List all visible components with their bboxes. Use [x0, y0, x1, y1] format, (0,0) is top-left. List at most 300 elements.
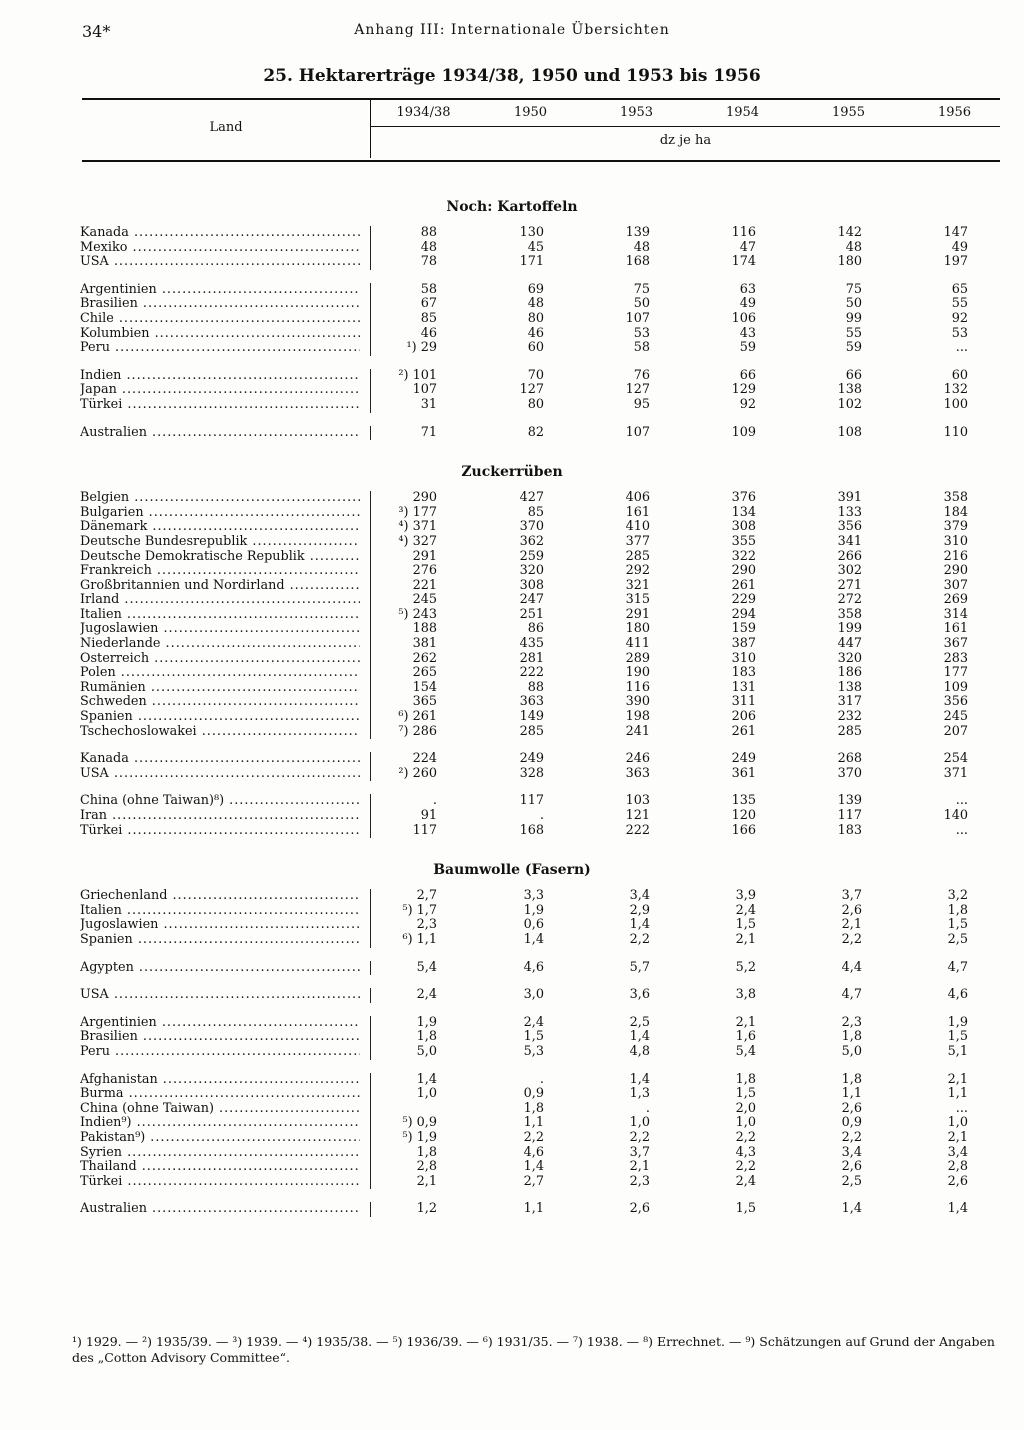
value-cell: 109	[731, 424, 756, 440]
value-cell: 2,6	[841, 1159, 862, 1175]
table-row	[0, 398, 1024, 413]
column-divider	[370, 1102, 371, 1117]
value-cell: 310	[943, 533, 968, 549]
value-cell: 161	[625, 504, 650, 520]
country-label: Syrien .....	[80, 1146, 360, 1161]
value-cell: 362	[519, 533, 544, 549]
value-cell: 2,1	[735, 1014, 756, 1030]
value-cell: ...	[955, 793, 968, 809]
country-label: Österreich .....	[80, 652, 360, 667]
value-cell: 71	[420, 424, 437, 440]
table-row	[0, 312, 1024, 327]
table-row	[0, 579, 1024, 594]
value-cell: 1,1	[523, 1115, 544, 1131]
country-label: USA .....	[80, 255, 360, 270]
value-cell: 254	[943, 751, 968, 767]
value-cell: 70	[527, 367, 544, 383]
country-label: Australien .....	[80, 426, 360, 441]
value-cell: 48	[845, 239, 862, 255]
value-cell: 117	[837, 808, 862, 823]
value-cell: 311	[731, 694, 756, 710]
value-cell: 245	[943, 709, 968, 725]
value-cell: 261	[731, 577, 756, 593]
value-cell: ⁵) 243	[398, 606, 437, 622]
table-row	[0, 564, 1024, 579]
value-cell: 3,9	[735, 888, 756, 904]
value-cell: 435	[519, 636, 544, 652]
value-cell: 358	[837, 606, 862, 622]
value-cell: 2,1	[947, 1071, 968, 1087]
row-group	[0, 1073, 1024, 1190]
value-cell: 135	[731, 793, 756, 809]
value-cell: 92	[951, 310, 968, 326]
country-label: Australien .....	[80, 1202, 360, 1217]
value-cell: 1,2	[416, 1201, 437, 1217]
country-label: Ägypten .....	[80, 961, 360, 976]
value-cell: 249	[731, 751, 756, 767]
country-label: Afghanistan .....	[80, 1073, 360, 1088]
country-label: Argentinien .....	[80, 283, 360, 298]
value-cell: 45	[527, 239, 544, 255]
value-cell: 4,4	[841, 959, 862, 975]
value-cell: 88	[420, 225, 437, 240]
value-cell: 2,4	[735, 902, 756, 918]
column-header-year: 1950	[513, 105, 548, 120]
value-cell: ...	[955, 340, 968, 356]
value-cell: 221	[412, 577, 437, 593]
value-cell: 1,5	[947, 917, 968, 933]
value-cell: 107	[625, 424, 650, 440]
value-cell: 159	[731, 621, 756, 637]
running-head: Anhang III: Internationale Übersichten	[354, 22, 670, 38]
value-cell: ²) 260	[398, 765, 437, 781]
value-cell: 259	[519, 548, 544, 564]
value-cell: 447	[837, 636, 862, 652]
value-cell: ³) 177	[398, 504, 437, 520]
value-cell: 265	[412, 665, 437, 681]
value-cell: 60	[527, 340, 544, 356]
table-row	[0, 1116, 1024, 1131]
value-cell: 4,7	[947, 959, 968, 975]
value-cell: 1,3	[629, 1086, 650, 1102]
value-cell: 198	[625, 709, 650, 725]
value-cell: 5,4	[735, 1043, 756, 1059]
value-cell: 2,8	[416, 1159, 437, 1175]
value-cell: 2,7	[416, 888, 437, 904]
country-label: China (ohne Taiwan)⁸) .....	[80, 794, 360, 809]
value-cell: 391	[837, 490, 862, 506]
value-cell: ⁵) 1,9	[402, 1129, 437, 1145]
table-row	[0, 383, 1024, 398]
country-label: Belgien .....	[80, 491, 360, 506]
value-cell: 1,4	[629, 917, 650, 933]
value-cell: 149	[519, 709, 544, 725]
row-group	[0, 491, 1024, 739]
value-cell: 95	[633, 396, 650, 412]
value-cell: 1,4	[947, 1201, 968, 1217]
value-cell: 285	[519, 723, 544, 739]
value-cell: 3,4	[947, 1144, 968, 1160]
value-cell: 2,2	[841, 1129, 862, 1145]
value-cell: 116	[731, 225, 756, 240]
table-row	[0, 809, 1024, 824]
value-cell: 3,2	[947, 888, 968, 904]
value-cell: 0,6	[523, 917, 544, 933]
table-row	[0, 622, 1024, 637]
value-cell: 168	[519, 822, 544, 838]
row-group	[0, 1016, 1024, 1060]
country-label: Bulgarien .....	[80, 506, 360, 521]
value-cell: 100	[943, 396, 968, 412]
value-cell: 2,5	[947, 931, 968, 947]
value-cell: 4,7	[841, 987, 862, 1003]
value-cell: 262	[412, 650, 437, 666]
country-label: Dänemark .....	[80, 520, 360, 535]
value-cell: 281	[519, 650, 544, 666]
value-cell: 379	[943, 519, 968, 535]
value-cell: 59	[845, 340, 862, 356]
value-cell: 1,4	[629, 1071, 650, 1087]
country-label: Brasilien .....	[80, 297, 360, 312]
value-cell: 251	[519, 606, 544, 622]
value-cell: 2,2	[735, 1159, 756, 1175]
value-cell: 207	[943, 723, 968, 739]
value-cell: 5,0	[416, 1043, 437, 1059]
country-label: Iran .....	[80, 809, 360, 824]
table-row	[0, 535, 1024, 550]
value-cell: 261	[731, 723, 756, 739]
value-cell: 55	[845, 325, 862, 341]
value-cell: 5,4	[416, 959, 437, 975]
value-cell: 363	[625, 765, 650, 781]
top-rule	[82, 98, 1000, 100]
country-label: Jugoslawien .....	[80, 622, 360, 637]
value-cell: 307	[943, 577, 968, 593]
value-cell: 82	[527, 424, 544, 440]
value-cell: 4,6	[523, 959, 544, 975]
value-cell: 140	[943, 808, 968, 823]
value-cell: 2,2	[629, 931, 650, 947]
value-cell: 4,3	[735, 1144, 756, 1160]
value-cell: 75	[633, 281, 650, 297]
value-cell: 174	[731, 254, 756, 270]
value-cell: 2,6	[841, 1100, 862, 1116]
table-row	[0, 889, 1024, 904]
table-row	[0, 327, 1024, 342]
value-cell: 377	[625, 533, 650, 549]
value-cell: 66	[739, 367, 756, 383]
value-cell: 132	[943, 382, 968, 398]
value-cell: 65	[951, 281, 968, 297]
value-cell: 1,9	[523, 902, 544, 918]
value-cell: 410	[625, 519, 650, 535]
value-cell: 138	[837, 679, 862, 695]
value-cell: 249	[519, 751, 544, 767]
value-cell: 85	[420, 310, 437, 326]
table-row	[0, 426, 1024, 441]
table-row	[0, 918, 1024, 933]
value-cell: ⁴) 371	[398, 519, 437, 535]
value-cell: 1,5	[735, 1201, 756, 1217]
table-row	[0, 710, 1024, 725]
value-cell: 88	[527, 679, 544, 695]
table-row	[0, 1146, 1024, 1161]
table-row	[0, 255, 1024, 270]
value-cell: 294	[731, 606, 756, 622]
value-cell: 49	[951, 239, 968, 255]
value-cell: 2,0	[735, 1100, 756, 1116]
value-cell: 1,9	[416, 1014, 437, 1030]
value-cell: 363	[519, 694, 544, 710]
value-cell: 2,5	[629, 1014, 650, 1030]
value-cell: 358	[943, 490, 968, 506]
country-label: Chile .....	[80, 312, 360, 327]
value-cell: 0,9	[841, 1115, 862, 1131]
value-cell: 302	[837, 563, 862, 579]
value-cell: 48	[420, 239, 437, 255]
value-cell: 292	[625, 563, 650, 579]
table-row	[0, 226, 1024, 241]
value-cell: 63	[739, 281, 756, 297]
value-cell: 2,1	[947, 1129, 968, 1145]
country-label: USA .....	[80, 988, 360, 1003]
country-label: Irland .....	[80, 593, 360, 608]
country-label: Türkei .....	[80, 824, 360, 839]
value-cell: 130	[519, 225, 544, 240]
country-label: Großbritannien und Nordirland .....	[80, 579, 360, 594]
unit-label: dz je ha	[659, 133, 712, 148]
value-cell: 320	[519, 563, 544, 579]
value-cell: 2,4	[416, 987, 437, 1003]
value-cell: 222	[625, 822, 650, 838]
value-cell: ⁷) 286	[398, 723, 437, 739]
value-cell: ...	[955, 1100, 968, 1116]
value-cell: .	[432, 793, 437, 809]
value-cell: 0,9	[523, 1086, 544, 1102]
table-row	[0, 637, 1024, 652]
table-row	[0, 283, 1024, 298]
country-label: Burma .....	[80, 1087, 360, 1102]
value-cell: 1,0	[416, 1086, 437, 1102]
table-row	[0, 1131, 1024, 1146]
country-label: Pakistan⁹) .....	[80, 1131, 360, 1146]
row-group	[0, 961, 1024, 976]
table-row	[0, 767, 1024, 782]
value-cell: 133	[837, 504, 862, 520]
value-cell: 161	[943, 621, 968, 637]
value-cell: 3,6	[629, 987, 650, 1003]
value-cell: 134	[731, 504, 756, 520]
country-label: Kanada .....	[80, 226, 360, 241]
country-label: Indien .....	[80, 369, 360, 384]
country-label: Thailand .....	[80, 1160, 360, 1175]
value-cell: 49	[739, 296, 756, 312]
table-row	[0, 520, 1024, 535]
table-row	[0, 1016, 1024, 1031]
table-row	[0, 695, 1024, 710]
value-cell: 2,1	[841, 917, 862, 933]
value-cell: 59	[739, 340, 756, 356]
value-cell: 370	[837, 765, 862, 781]
value-cell: 291	[412, 548, 437, 564]
table-row	[0, 1102, 1024, 1117]
country-label: Türkei .....	[80, 1175, 360, 1190]
value-cell: 1,1	[947, 1086, 968, 1102]
table-row	[0, 725, 1024, 740]
value-cell: 184	[943, 504, 968, 520]
value-cell: 180	[837, 254, 862, 270]
value-cell: 245	[412, 592, 437, 608]
value-cell: 129	[731, 382, 756, 398]
value-cell: 3,4	[841, 1144, 862, 1160]
country-label: Peru .....	[80, 341, 360, 356]
country-label: Peru .....	[80, 1045, 360, 1060]
column-header-year: 1934/38	[396, 105, 451, 120]
country-label: Brasilien .....	[80, 1030, 360, 1045]
value-cell: 110	[943, 424, 968, 440]
value-cell: 283	[943, 650, 968, 666]
country-label: Polen .....	[80, 666, 360, 681]
value-cell: 291	[625, 606, 650, 622]
country-label: Argentinien .....	[80, 1016, 360, 1031]
value-cell: 91	[420, 808, 437, 823]
value-cell: 222	[519, 665, 544, 681]
value-cell: 142	[837, 225, 862, 240]
country-label: Jugoslawien .....	[80, 918, 360, 933]
value-cell: 46	[527, 325, 544, 341]
value-cell: 75	[845, 281, 862, 297]
value-cell: 1,8	[416, 1144, 437, 1160]
value-cell: 2,8	[947, 1159, 968, 1175]
value-cell: 102	[837, 396, 862, 412]
value-cell: 317	[837, 694, 862, 710]
value-cell: 314	[943, 606, 968, 622]
table-row	[0, 1175, 1024, 1190]
value-cell: 58	[633, 340, 650, 356]
value-cell: 183	[731, 665, 756, 681]
value-cell: 43	[739, 325, 756, 341]
value-cell: 183	[837, 822, 862, 838]
value-cell: 2,1	[629, 1159, 650, 1175]
value-cell: 60	[951, 367, 968, 383]
value-cell: 381	[412, 636, 437, 652]
value-cell: 216	[943, 548, 968, 564]
value-cell: 5,1	[947, 1043, 968, 1059]
value-cell: 2,6	[629, 1201, 650, 1217]
value-cell: 197	[943, 254, 968, 270]
column-header-year: 1955	[831, 105, 866, 120]
value-cell: 272	[837, 592, 862, 608]
value-cell: 356	[943, 694, 968, 710]
value-cell: 138	[837, 382, 862, 398]
footnotes: ¹) 1929. — ²) 1935/39. — ³) 1939. — ⁴) 1935/38. — ⁵) 1936/39. — ⁶) 1931/35. — ⁷) 1938. — ⁸) Errechnet. — ⁹) Schätzungen auf Grund der Angaben des „Cotton Advisory Committee“.	[72, 1334, 995, 1365]
page-number: 34*	[82, 22, 111, 41]
value-cell: 46	[420, 325, 437, 341]
table-row	[0, 297, 1024, 312]
table-row	[0, 241, 1024, 256]
table-row	[0, 1073, 1024, 1088]
value-cell: 2,4	[523, 1014, 544, 1030]
row-group	[0, 794, 1024, 838]
value-cell: 139	[625, 225, 650, 240]
value-cell: 53	[951, 325, 968, 341]
value-cell: 76	[633, 367, 650, 383]
value-cell: 85	[527, 504, 544, 520]
table-row	[0, 794, 1024, 809]
value-cell: 3,8	[735, 987, 756, 1003]
unit-rule	[371, 126, 1000, 127]
value-cell: 1,0	[629, 1115, 650, 1131]
value-cell: 127	[519, 382, 544, 398]
table-body	[0, 188, 1024, 1230]
value-cell: 99	[845, 310, 862, 326]
column-header-year: 1953	[619, 105, 654, 120]
value-cell: 1,1	[523, 1201, 544, 1217]
value-cell: ⁶) 1,1	[402, 931, 437, 947]
table-row	[0, 666, 1024, 681]
value-cell: 5,7	[629, 959, 650, 975]
country-label: Italien .....	[80, 904, 360, 919]
value-cell: 427	[519, 490, 544, 506]
value-cell: 1,8	[947, 902, 968, 918]
value-cell: 290	[412, 490, 437, 506]
country-label: Deutsche Bundesrepublik .....	[80, 535, 360, 550]
value-cell: 356	[837, 519, 862, 535]
value-cell: ⁵) 0,9	[402, 1115, 437, 1131]
country-label: Kolumbien .....	[80, 327, 360, 342]
value-cell: 106	[731, 310, 756, 326]
value-cell: 365	[412, 694, 437, 710]
value-cell: 285	[625, 548, 650, 564]
value-cell: 241	[625, 723, 650, 739]
table-row	[0, 1030, 1024, 1045]
value-cell: 1,5	[947, 1029, 968, 1045]
value-cell: 117	[412, 822, 437, 838]
value-cell: 3,4	[629, 888, 650, 904]
row-group	[0, 1202, 1024, 1217]
table-title: 25. Hektarerträge 1934/38, 1950 und 1953 bis 1956	[263, 66, 761, 86]
value-cell: 308	[519, 577, 544, 593]
country-label: Spanien .....	[80, 710, 360, 725]
value-cell: 107	[625, 310, 650, 326]
value-cell: 31	[420, 396, 437, 412]
header-bottom-rule	[82, 160, 1000, 162]
row-group	[0, 226, 1024, 270]
value-cell: ¹) 29	[406, 340, 437, 356]
value-cell: 2,1	[735, 931, 756, 947]
value-cell: 1,9	[947, 1014, 968, 1030]
value-cell: 4,6	[523, 1144, 544, 1160]
value-cell: 139	[837, 793, 862, 809]
value-cell: 121	[625, 808, 650, 823]
value-cell: 285	[837, 723, 862, 739]
value-cell: 406	[625, 490, 650, 506]
value-cell: 48	[527, 296, 544, 312]
value-cell: 1,5	[523, 1029, 544, 1045]
value-cell: 5,2	[735, 959, 756, 975]
country-label: Rumänien .....	[80, 681, 360, 696]
value-cell: 1,4	[629, 1029, 650, 1045]
value-cell: 1,4	[841, 1201, 862, 1217]
country-label: Indien⁹) .....	[80, 1116, 360, 1131]
value-cell: 186	[837, 665, 862, 681]
table-row	[0, 1045, 1024, 1060]
country-label: Japan .....	[80, 383, 360, 398]
country-label: Deutsche Demokratische Republik .....	[80, 550, 360, 565]
value-cell: 268	[837, 751, 862, 767]
row-group	[0, 369, 1024, 413]
value-cell: 2,2	[523, 1129, 544, 1145]
